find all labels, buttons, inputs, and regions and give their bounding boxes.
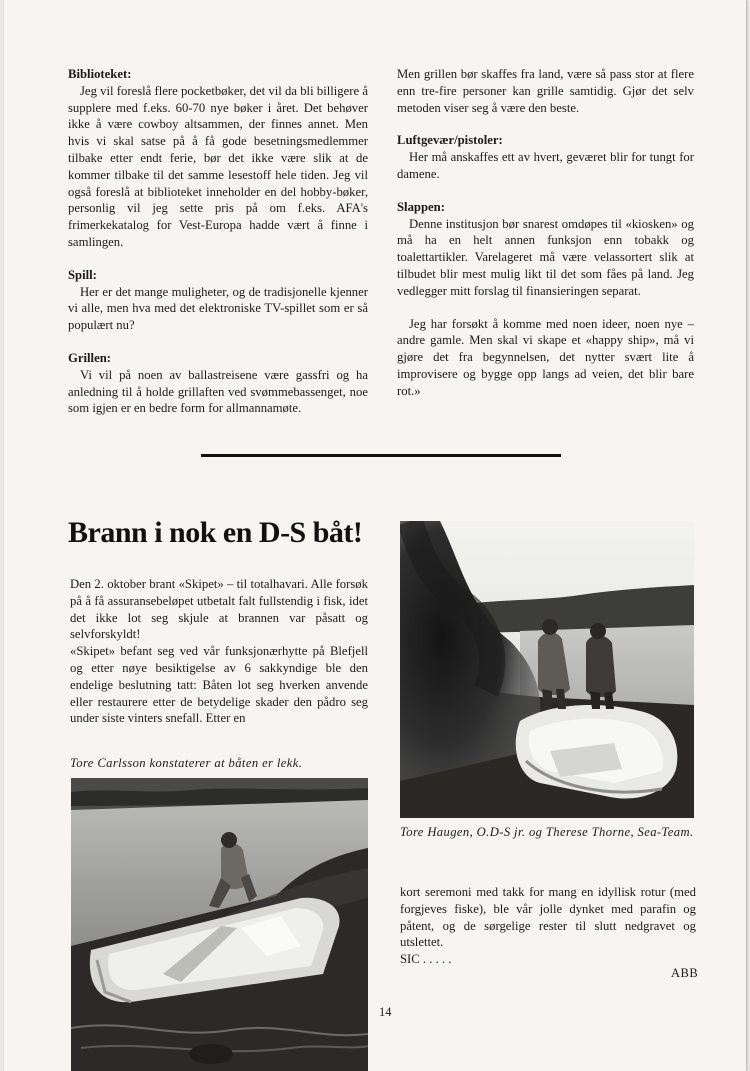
boat-photo: [71, 778, 368, 1071]
article-headline: Brann i nok en D-S båt!: [68, 516, 363, 549]
article-paragraph-2: «Skipet» befant seg ved vår funksjonærhytte på Blefjell og etter nøye besiktigelse av 6 sakkyndige ble den endelige beslutning tatt: Båten lot seg hverken anvende eller restaurere etter de betydelige skader den pådro seg under siste vinters snefall. Etter en: [70, 644, 368, 726]
spill-text: Her er det mange muligheter, og de tradisjonelle kjenner vi alle, men hva med det elektroniske TV-spillet som er så populært nu?: [68, 284, 368, 333]
closing-text: Jeg har forsøkt å komme med noen ideer, noen nye – andre gamle. Men skal vi skape et «happy ship», må vi gjøre det fra begynnelsen, det nytter svært lite å improvisere og bygge opp langs ad veien, det blir bare rot.»: [397, 316, 694, 398]
biblioteket-text: Jeg vil foreslå flere pocketbøker, det vil da bli billigere å supplere med f.eks. 60-70 nye bøker i året. Det behøver ikke å være cowboy altsammen, der finnes annet. Men hvis vi skal satse på å få gode besetningsmedlemmer tilbake etter endt ferie, bør det ikke være slik at de kommer tilbake til det samme lesestoff hele tiden. Jeg vil også foreslå at biblioteket inneholder en del hobby-bøker, personlig vil jeg sette pris på om f.eks. AFA's frimerkekatalog for Vest-Europa hadde vært å finne i samlingen.: [68, 83, 368, 249]
luftgevaer-text: Her må anskaffes ett av hvert, geværet blir for tungt for damene.: [397, 150, 694, 181]
section-divider: [201, 454, 561, 457]
article-continuation-block: [400, 884, 696, 968]
magazine-page: [4, 0, 746, 1071]
grillen-heading: Grillen:: [68, 350, 111, 365]
right-column: [397, 66, 694, 400]
grillen-text: Vi vil på noen av ballastreisene være gassfri og ha anledning til å holde grillaften ved svømmebassenget, noe som igjen er en bedre form for allmannamøte.: [68, 367, 368, 416]
article-sic: SIC . . . . .: [400, 952, 452, 967]
biblioteket-heading: Biblioteket:: [68, 67, 132, 81]
author-signature: ABB: [671, 966, 699, 980]
slappen-text: Denne institusjon bør snarest omdøpes til «kiosken» og må ha en helt annen funksjon enn tobakk og toalettartikler. Varelageret må være velassortert slik at tilbudet blir mest mulig likt til det som fåes på land. Jeg vedlegger mitt forslag til finansieringen separat.: [397, 216, 694, 298]
slappen-heading: Slappen:: [397, 199, 445, 214]
right-photo-caption: Tore Haugen, O.D-S jr. og Therese Thorne, Sea-Team.: [400, 825, 694, 839]
boat-fire-image: [400, 521, 694, 818]
boat-inspection-image: [71, 778, 368, 1071]
left-column: [68, 66, 368, 417]
left-photo-caption: Tore Carlsson konstaterer at båten er lekk.: [70, 756, 303, 770]
article-paragraph-1: Den 2. oktober brant «Skipet» – til totalhavari. Alle forsøk på å få assuransebeløpet utbetalt falt fullstendig i fisk, idet det ikke lot seg skjule at brannen var påsatt og selvforskyldt!: [70, 577, 368, 642]
article-continuation: kort seremoni med takk for mang en idyllisk rotur (med forgjeves fiske), ble vår jolle dynket med parafin og påtent, og de sørgelige rester til slutt nedgravet og utslettet.: [400, 885, 696, 950]
burning-boat-photo: [400, 521, 694, 818]
article-body: [70, 576, 368, 727]
page-number: 14: [379, 1005, 392, 1019]
luftgevaer-heading: Luftgevær/pistoler:: [397, 133, 503, 148]
grill-continued-text: Men grillen bør skaffes fra land, være så pass stor at flere enn tre-fire personer kan grille samtidig. Gjør det selv metoden viser seg å være den beste.: [397, 67, 694, 115]
spill-heading: Spill:: [68, 267, 97, 282]
